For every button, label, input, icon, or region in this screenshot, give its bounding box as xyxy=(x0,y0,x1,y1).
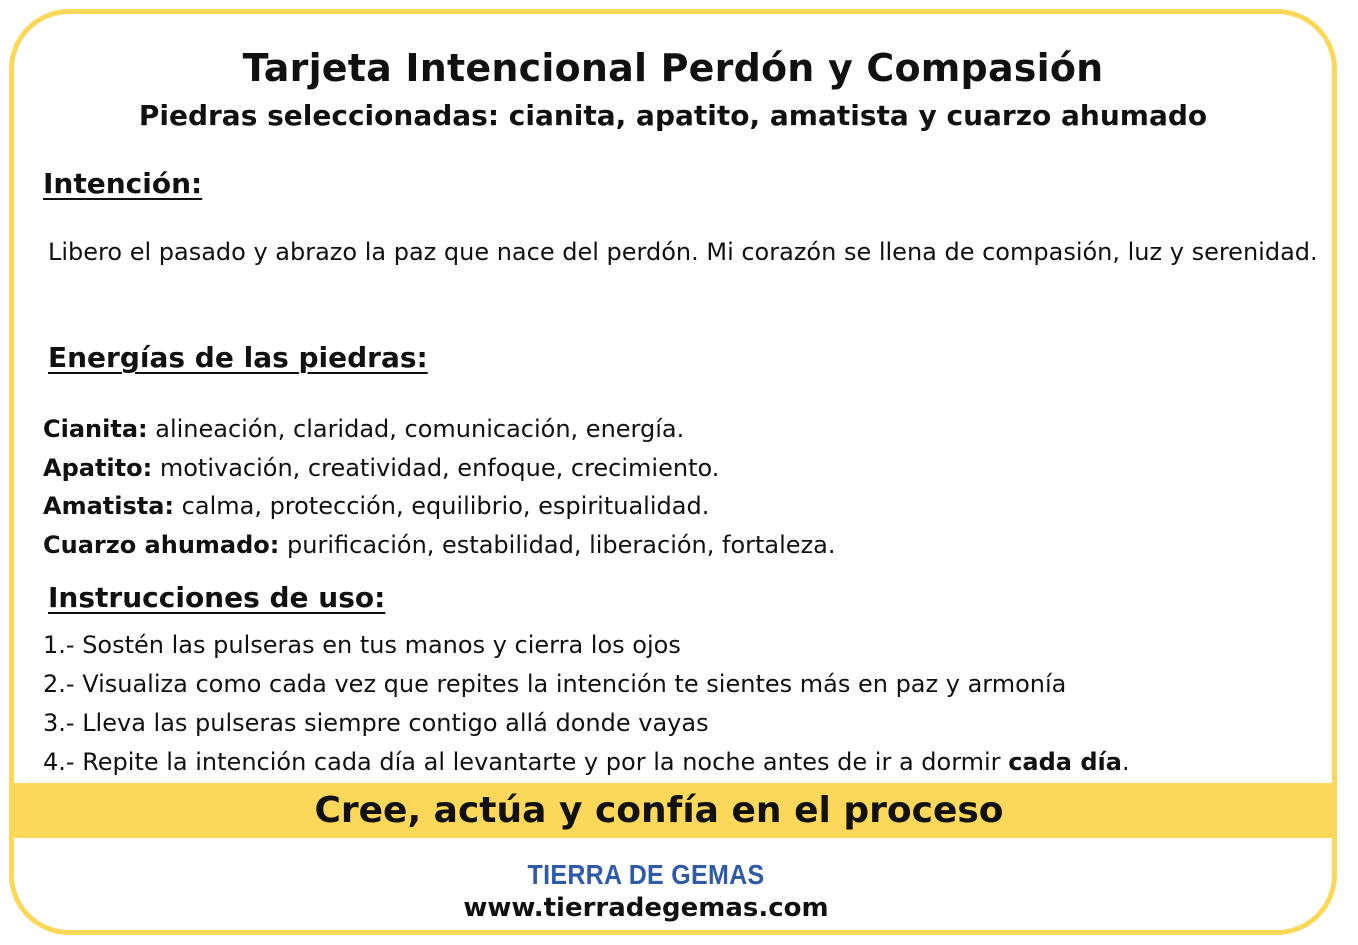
energy-stone-name: Amatista: xyxy=(43,492,175,520)
energy-stone-text: purificación, estabilidad, liberación, fortaleza. xyxy=(279,530,836,559)
intention-heading: Intención: xyxy=(43,167,203,200)
website-link[interactable]: www.tierradegemas.com xyxy=(463,893,829,923)
motto-text: Cree, actúa y confía en el proceso xyxy=(314,790,1004,831)
intention-card xyxy=(9,9,1337,935)
instruction-step xyxy=(43,743,1328,782)
card-title: Tarjeta Intencional Perdón y Compasión xyxy=(242,46,1104,90)
instruction-step-end: . xyxy=(1121,748,1130,776)
energy-stone-name: Cianita: xyxy=(43,415,148,443)
instruction-step: 3.- Lleva las pulseras siempre contigo allá donde vayas xyxy=(43,709,709,737)
instructions-heading: Instrucciones de uso: xyxy=(48,581,386,614)
instructions-list xyxy=(43,626,1328,782)
motto-band xyxy=(14,783,1332,838)
instruction-step: 2.- Visualiza como cada vez que repites la intención te sientes más en paz y armonía xyxy=(43,670,1067,698)
energy-item-cuarzo-ahumado xyxy=(43,526,1323,565)
instruction-step-text: 4.- Repite la intención cada día al levantarte y por la noche antes de ir a dormir xyxy=(43,748,1009,776)
intention-text: Libero el pasado y abrazo la paz que nace del perdón. Mi corazón se llena de compasión, luz y serenidad. xyxy=(48,238,1318,266)
energy-item-amatista xyxy=(43,487,1323,526)
energies-list xyxy=(43,410,1323,564)
energy-stone-name: Cuarzo ahumado: xyxy=(43,530,280,559)
instruction-step: 1.- Sostén las pulseras en tus manos y cierra los ojos xyxy=(43,631,681,659)
energy-item-apatito xyxy=(43,449,1323,488)
card-subtitle: Piedras seleccionadas: cianita, apatito, amatista y cuarzo ahumado xyxy=(138,99,1208,132)
energy-item-cianita xyxy=(43,410,1323,449)
brand-logo: TIERRA DE GEMAS xyxy=(527,859,765,891)
instruction-step-emphasis: cada día xyxy=(1008,748,1122,776)
energy-stone-name: Apatito: xyxy=(43,453,153,482)
energy-stone-text: motivación, creatividad, enfoque, crecimiento. xyxy=(152,453,720,482)
energy-stone-text: calma, protección, equilibrio, espiritualidad. xyxy=(174,492,710,520)
energy-stone-text: alineación, claridad, comunicación, energía. xyxy=(147,415,685,443)
energies-heading: Energías de las piedras: xyxy=(48,341,428,374)
